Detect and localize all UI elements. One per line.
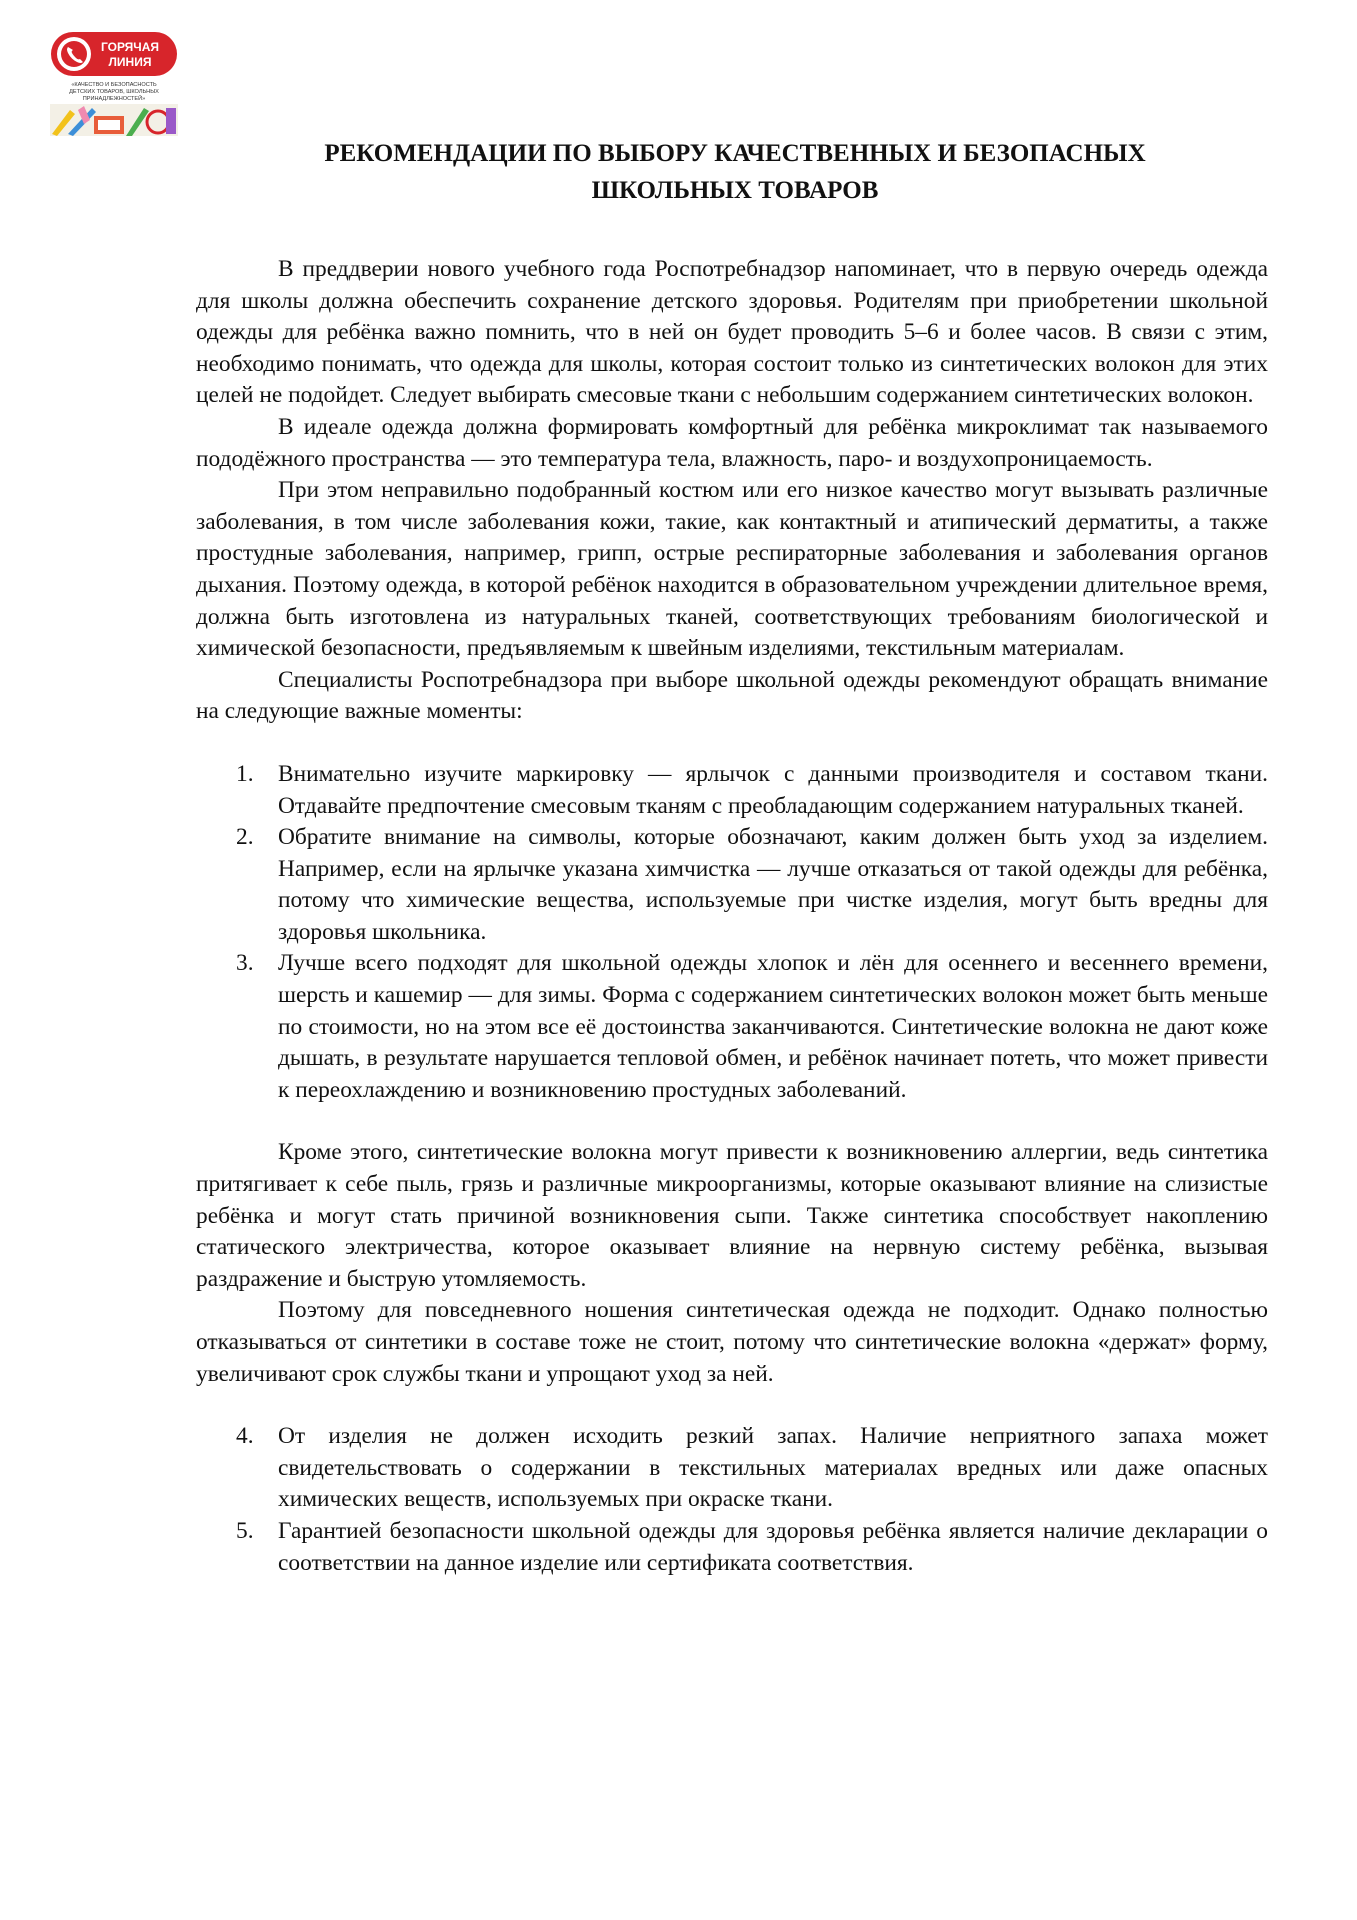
paragraph: Кроме этого, синтетические волокна могут привести к возникновению аллергии, ведь синтетика притягивает к себе пыль, грязь и различные микроорганизмы, которые оказывают влияние на слизистые ребёнка и могут стать причиной возникновения сыпи. Также синтетика способствует накоплению статического электричества, которое оказывает влияние на нервную систему ребёнка, вызывая раздражение и быструю утомляемость. bbox=[196, 1139, 1268, 1292]
recommendations-list-2 bbox=[196, 1421, 1268, 1579]
document-body bbox=[196, 254, 1268, 1579]
list-item-number: 1. bbox=[236, 760, 254, 787]
paragraph: При этом неправильно подобранный костюм или его низкое качество могут вызывать различные заболевания, в том числе заболевания кожи, такие, как контактный и атипический дерматиты, а также простудные заболевания, например, грипп, острые респираторные заболевания и заболевания органов дыхания. Поэтому одежда, в которой ребёнок находится в образовательном учреждении длительное время, должна быть изготовлена из натуральных тканей, соответствующих требованиям биологической и химической безопасности, предъявляемым к швейным изделиями, текстильным материалам. bbox=[196, 477, 1268, 662]
list-item-text: От изделия не должен исходить резкий запах. Наличие неприятного запаха может свидетельствовать о содержании в текстильных материалах вредных или даже опасных химических веществ, используемых при окраске ткани. bbox=[278, 1423, 1268, 1513]
list-item bbox=[196, 1421, 1268, 1516]
list-item bbox=[196, 759, 1268, 822]
document-title bbox=[150, 135, 1320, 209]
paragraph: В идеале одежда должна формировать комфортный для ребёнка микроклимат так называемого пододёжного пространства — это температура тела, влажность, паро- и воздухопроницаемость. bbox=[196, 413, 1268, 472]
list-item-text: Внимательно изучите маркировку — ярлычок с данными производителя и составом ткани. Отдавайте предпочтение смесовым тканям с преобладающим содержанием натуральных тканей. bbox=[278, 760, 1268, 819]
list-item-text: Обратите внимание на символы, которые обозначают, каким должен быть уход за изделием. Например, если на ярлычке указана химчистка — лучше отказаться от такой одежды для ребёнка, потому что химические вещества, используемые при чистке изделия, могут быть вредны для здоровья школьника. bbox=[278, 824, 1268, 945]
paragraph: Поэтому для повседневного ношения синтетическая одежда не подходит. Однако полностью отказываться от синтетики в составе тоже не стоит, потому что синтетические волокна «держат» форму, увеличивают срок службы ткани и упрощают уход за ней. bbox=[196, 1297, 1268, 1387]
paragraph: Специалисты Роспотребнадзора при выборе школьной одежды рекомендуют обращать внимание на следующие важные моменты: bbox=[196, 666, 1268, 725]
list-item bbox=[196, 822, 1268, 948]
list-item-number: 3. bbox=[236, 950, 254, 977]
list-item-text: Лучше всего подходят для школьной одежды хлопок и лён для осеннего и весеннего времени, шерсть и кашемир — для зимы. Форма с содержанием синтетических волокон может быть меньше по стоимости, но на этом все её достоинства заканчиваются. Синтетические волокна не дают коже дышать, в результате нарушается тепловой обмен, и ребёнок начинает потеть, что может привести к переохлаждению и возникновению простудных заболеваний. bbox=[278, 950, 1268, 1103]
logo-caption-1: «КАЧЕСТВО И БЕЗОПАСНОСТЬ bbox=[71, 82, 157, 88]
list-item bbox=[196, 948, 1268, 1106]
hotline-logo bbox=[48, 30, 180, 136]
list-item-number: 5. bbox=[236, 1517, 254, 1544]
paragraph: В преддверии нового учебного года Роспотребнадзор напоминает, что в первую очередь одежда для школы должна обеспечить сохранение детского здоровья. Родителям при приобретении школьной одежды для ребёнка важно помнить, что в ней он будет проводить 5–6 и более часов. В связи с этим, необходимо понимать, что одежда для школы, которая состоит только из синтетических волокон для этих целей не подойдет. Следует выбирать смесовые ткани с небольшим содержанием синтетических волокон. bbox=[196, 256, 1268, 409]
list-item bbox=[196, 1516, 1268, 1579]
logo-caption-2: ДЕТСКИХ ТОВАРОВ, ШКОЛЬНЫХ bbox=[69, 89, 159, 95]
logo-line2: ЛИНИЯ bbox=[108, 55, 152, 69]
logo-line1: ГОРЯЧАЯ bbox=[100, 40, 160, 54]
logo-caption-3: ПРИНАДЛЕЖНОСТЕЙ» bbox=[82, 96, 146, 102]
list-item-number: 4. bbox=[236, 1423, 254, 1450]
title-line-1: РЕКОМЕНДАЦИИ ПО ВЫБОРУ КАЧЕСТВЕННЫХ И БЕЗОПАСНЫХ bbox=[324, 140, 1146, 167]
school-supplies-illustration bbox=[50, 104, 178, 136]
list-item-number: 2. bbox=[236, 824, 254, 851]
recommendations-list-1 bbox=[196, 759, 1268, 1107]
list-item-text: Гарантией безопасности школьной одежды для здоровья ребёнка является наличие декларации о соответствии на данное изделие или сертификата соответствия. bbox=[278, 1517, 1268, 1576]
title-line-2: ШКОЛЬНЫХ ТОВАРОВ bbox=[591, 177, 879, 204]
